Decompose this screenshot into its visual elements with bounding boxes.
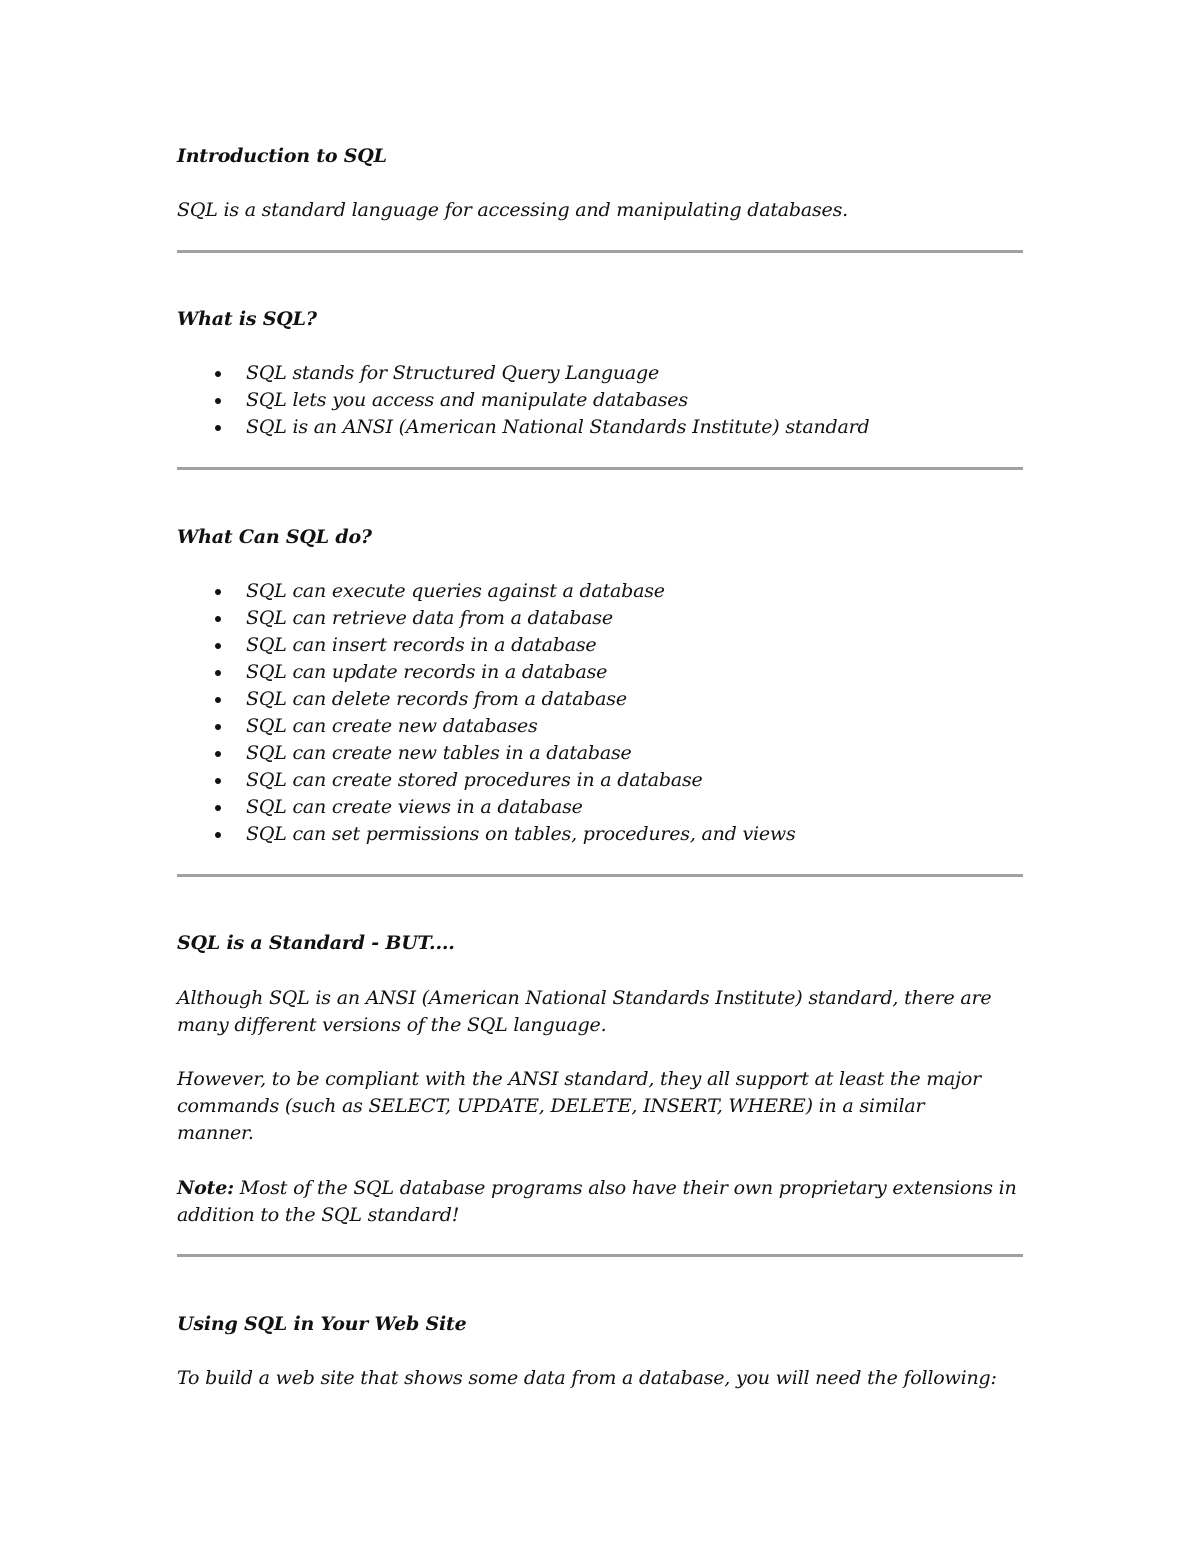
note-label: Note:: [177, 1177, 234, 1199]
bullet-icon: [215, 616, 221, 622]
heading-using-sql-web-site: Using SQL in Your Web Site: [177, 1313, 467, 1335]
bullet-icon: [215, 589, 221, 595]
list-item: SQL can create new tables in a database: [177, 740, 1023, 767]
bullet-icon: [215, 425, 221, 431]
bullet-icon: [215, 398, 221, 404]
what-can-sql-do-list: [177, 578, 1023, 848]
website-text: To build a web site that shows some data from a database, you will need the following:: [177, 1367, 997, 1389]
section-divider: [177, 250, 1023, 253]
list-item: SQL can create views in a database: [177, 794, 1023, 821]
note-paragraph: [177, 1175, 1023, 1229]
list-item: SQL can execute queries against a database: [177, 578, 1023, 605]
list-item: SQL can insert records in a database: [177, 632, 1023, 659]
bullet-icon: [215, 805, 221, 811]
bullet-icon: [215, 724, 221, 730]
note-text: Most of the SQL database programs also have their own proprietary extensions in addition to the SQL standard!: [177, 1177, 1017, 1226]
section-divider: [177, 1254, 1023, 1257]
list-item: SQL can create new databases: [177, 713, 1023, 740]
list-item: SQL lets you access and manipulate databases: [177, 387, 1023, 414]
heading-introduction: Introduction to SQL: [177, 145, 387, 167]
list-item: SQL stands for Structured Query Language: [177, 360, 1023, 387]
standard-paragraph-2: However, to be compliant with the ANSI standard, they all support at least the major commands (such as SELECT, UPDATE, DELETE, INSERT, WHERE) in a similar manner.: [177, 1068, 981, 1144]
bullet-icon: [215, 778, 221, 784]
section-divider: [177, 467, 1023, 470]
list-item: SQL can delete records from a database: [177, 686, 1023, 713]
bullet-icon: [215, 832, 221, 838]
bullet-icon: [215, 751, 221, 757]
bullet-icon: [215, 670, 221, 676]
bullet-icon: [215, 371, 221, 377]
list-item: SQL is an ANSI (American National Standards Institute) standard: [177, 414, 1023, 441]
list-item: SQL can update records in a database: [177, 659, 1023, 686]
bullet-icon: [215, 697, 221, 703]
standard-paragraph-1: Although SQL is an ANSI (American National Standards Institute) standard, there are many different versions of the SQL language.: [177, 987, 992, 1036]
list-item: SQL can create stored procedures in a database: [177, 767, 1023, 794]
heading-sql-standard: SQL is a Standard - BUT....: [177, 932, 455, 954]
bullet-icon: [215, 643, 221, 649]
heading-what-can-sql-do: What Can SQL do?: [177, 526, 372, 548]
heading-what-is-sql: What is SQL?: [177, 308, 317, 330]
intro-text: SQL is a standard language for accessing and manipulating databases.: [177, 199, 848, 221]
list-item: SQL can set permissions on tables, procedures, and views: [177, 821, 1023, 848]
list-item: SQL can retrieve data from a database: [177, 605, 1023, 632]
what-is-sql-list: [177, 360, 1023, 441]
section-divider: [177, 874, 1023, 877]
